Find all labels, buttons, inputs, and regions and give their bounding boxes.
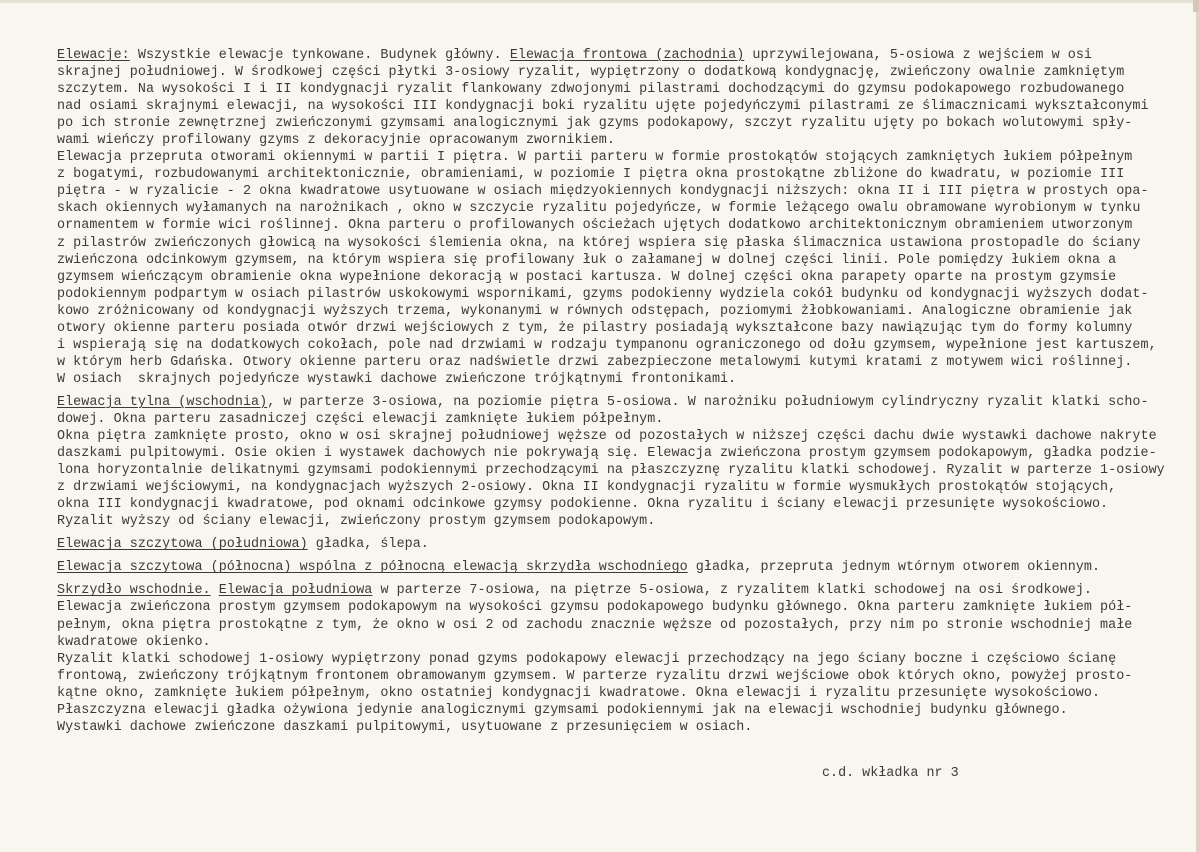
text-run: skrajnej południowej. W środkowej części płytki 3-osiowy ryzalit, wypiętrzony o dodatkową kondygnację, zwieńczony owalnie zamkniętym — [57, 65, 1125, 81]
text-run: Elewacja przepruta otworami okiennymi w partii I piętra. W partii parteru w formie prostokątów stojących zamkniętych łukiem półpełnym — [57, 150, 1133, 166]
text-run: Ryzalit wyższy od ściany elewacji, zwieńczony prostym gzymsem podokapowym. — [57, 514, 656, 530]
text-line — [57, 394, 1177, 411]
text-run: frontową, zwieńczony trójkątnym frontonem obramowanym gzymsem. W parterze ryzalitu drzwi wejściowe obok których okno, powyżej prosto- — [57, 668, 1133, 684]
text-run: po ich stronie zewnętrznej zwieńczonymi gzymsami analogicznymi jak gzyms podokapowy, szczyt ryzalitu ujęty po bokach wolutowymi spły- — [57, 116, 1133, 132]
card-top-edge — [0, 0, 1199, 3]
text-run: gładka, przepruta jednym wtórnym otworem okiennym. — [687, 560, 1101, 576]
text-section — [57, 47, 1177, 388]
text-run: z bogatymi, rozbudowanymi architektonicznie, obramieniami, w poziomie I piętra okna prostokątne zbliżone do kwadratu, w poziomie III — [57, 167, 1125, 183]
text-run: z drzwiami wejściowymi, na kondygnacjach wyższych 2-osiowy. Okna II kondygnacji ryzalitu w formie wysmukłych prostokątów stojących, — [57, 480, 1117, 496]
text-line — [57, 702, 1177, 719]
text-run: okna III kondygnacji kwadratowe, pod oknami odcinkowe gzymsy podokienne. Okna ryzalitu i ściany elewacji przesunięte wysokościowo. — [57, 497, 1109, 513]
text-line — [57, 183, 1177, 200]
typed-text-body — [57, 47, 1177, 736]
text-line — [57, 582, 1177, 599]
text-line — [57, 217, 1177, 234]
text-line — [57, 634, 1177, 651]
underlined-heading: Elewacja szczytowa (północna) wspólna z północną elewacją skrzydła wschodniego — [57, 560, 688, 576]
text-run: Ryzalit klatki schodowej 1-osiowy wypiętrzony ponad gzyms podokapowy elewacji przechodzący na jego ściany boczne i częściowo ścianę — [57, 651, 1117, 667]
text-section — [57, 559, 1177, 576]
text-line — [57, 81, 1177, 98]
text-run: szczytem. Na wysokości I i II kondygnacji ryzalit flankowany zdwojonymi pilastrami dochodzącymi do gzymsu podokapowego rozbudowanego — [57, 82, 1125, 98]
text-line — [57, 651, 1177, 668]
text-line — [57, 98, 1177, 115]
text-line — [57, 320, 1177, 337]
text-line — [57, 149, 1177, 166]
text-run: kątne okno, zamknięte łukiem półpełnym, okno ostatniej kondygnacji kwadratowe. Okna elewacji i ryzalitu przesunięte wysokościowo. — [57, 685, 1101, 701]
text-line — [57, 64, 1177, 81]
text-line — [57, 536, 1177, 553]
text-line — [57, 47, 1177, 64]
text-run: Elewacja zwieńczona prostym gzymsem podokapowym na wysokości gzymsu podokapowego budynku głównego. Okna parteru zamknięte łukiem pół- — [57, 600, 1133, 616]
text-line — [57, 303, 1177, 320]
text-line — [57, 411, 1177, 428]
text-run: gładka, ślepa. — [307, 537, 429, 553]
text-run: w którym herb Gdańska. Otwory okienne parteru oraz nadświetle drzwi zabezpieczone metalowymi kutymi kratami z motywem wici roślinnej. — [57, 354, 1133, 370]
text-run: i wspierają się na dodatkowych cokołach, pole nad drzwiami w rodzaju tympanonu ograniczonego od dołu gzymsem, wypełnione jest kartuszem, — [57, 337, 1157, 353]
text-line — [57, 617, 1177, 634]
text-section — [57, 582, 1177, 735]
text-line — [57, 269, 1177, 286]
text-line — [57, 166, 1177, 183]
text-run: Okna piętra zamknięte prosto, okno w osi skrajnej południowej węższe od pozostałych w niższej części dachu dwie wystawki dachowe nakryte — [57, 429, 1157, 445]
text-line — [57, 115, 1177, 132]
text-line — [57, 354, 1177, 371]
underlined-heading: Elewacja tylna (wschodnia) — [57, 394, 268, 410]
text-run: Wystawki dachowe zwieńczone daszkami pulpitowymi, usytuowane z przesunięciem w osiach. — [57, 719, 753, 735]
underlined-heading: Elewacja frontowa (zachodnia) — [509, 48, 745, 63]
text-run: Wszystkie elewacje tynkowane. Budynek główny. — [129, 48, 510, 63]
text-line — [57, 719, 1177, 736]
text-section — [57, 536, 1177, 553]
text-run: Płaszczyzna elewacji gładka ożywiona jedynie analogicznymi gzymsami podokiennymi jak na elewacji wschodniej budynku głównego. — [57, 702, 1068, 718]
text-run: skach okiennych wyłamanych na narożnikach , okno w szczycie ryzalitu pojedyńcze, w formie leżącego owalu obramowane wyrobionym w tynku — [57, 201, 1141, 217]
text-run: daszkami pulpitowymi. Osie okien i wystawek dachowych nie pokrywają się. Elewacja zwieńczona prostym gzymsem podokapowym, gładka podzie- — [57, 446, 1157, 462]
text-line — [57, 599, 1177, 616]
underlined-heading: Elewacja południowa — [218, 583, 373, 599]
text-line — [57, 462, 1177, 479]
text-line — [57, 559, 1177, 576]
text-run: dowej. Okna parteru zasadniczej części elewacji zamknięte łukiem półpełnym. — [57, 411, 664, 427]
text-run: kwadratowe okienko. — [57, 634, 211, 650]
text-run: z pilastrów zwieńczonych głowicą na wysokości ślemienia okna, na której wspiera się płaska ślimacznica ustawiona prostopadle do ściany — [57, 235, 1141, 251]
text-run: piętra - w ryzalicie - 2 okna kwadratowe usytuowane w osiach międzyokiennych kondygnacji niższych: okna II i III piętra w prostych opa- — [57, 184, 1149, 200]
text-section — [57, 394, 1177, 530]
text-run: W osiach skrajnych pojedyńcze wystawki dachowe zwieńczone trójkątnymi frontonikami. — [57, 371, 737, 387]
underlined-heading: Elewacje: — [57, 48, 130, 63]
underlined-heading: Skrzydło wschodnie. — [57, 583, 211, 599]
underlined-heading: Elewacja szczytowa (południowa) — [57, 537, 308, 553]
text-run: uprzywilejowana, 5-osiowa z wejściem w osi — [744, 48, 1092, 63]
text-line — [57, 371, 1177, 388]
text-line — [57, 252, 1177, 269]
text-line — [57, 445, 1177, 462]
text-run: lona horyzontalnie delikatnymi gzymsami podokiennymi przechodzącymi na płaszczyznę ryzalitu klatki schodowej. Ryzalit w parterze 1-osiowy — [57, 463, 1165, 479]
text-run: ornamentem w formie wici roślinnej. Okna parteru o profilowanych ościeżach ujętych dodatkowo architektonicznym obramieniem utworzonym — [57, 218, 1133, 234]
text-line — [57, 235, 1177, 252]
text-line — [57, 685, 1177, 702]
text-run: wami wieńczy profilowany gzyms z dekoracyjnie opracowanym zwornikiem. — [57, 133, 615, 149]
text-line — [57, 337, 1177, 354]
text-run: zwieńczona odcinkowym gzymsem, na którym wspiera się profilowany łuk o załamanej w dolnej części linii. Pole pomiędzy łukiem okna a — [57, 252, 1117, 268]
text-run: otwory okienne parteru posiada otwór drzwi wejściowych z tym, że pilastry posiadają wykształcone bazy nawiązując tym do formy kolumny — [57, 320, 1133, 336]
text-run: w parterze 7-osiowa, na piętrze 5-osiowa, z ryzalitem klatki schodowej na osi środkowej. — [372, 583, 1093, 599]
text-line — [57, 132, 1177, 149]
text-line — [57, 513, 1177, 530]
text-run: podokiennym podpartym w osiach pilastrów uskokowymi wspornikami, gzyms podokienny wydziela cokół budynku od kondygnacji wyższych dodat- — [57, 286, 1149, 302]
text-run: , w parterze 3-osiowa, na poziomie piętra 5-osiowa. W narożniku południowym cylindryczny ryzalit klatki scho- — [267, 394, 1149, 410]
text-line — [57, 428, 1177, 445]
text-run: kowo zróżnicowany od kondygnacji wyższych trzema, wykonanymi w równych odstępach, poziomymi żłobkowaniami. Analogiczne obramienie jak — [57, 303, 1133, 319]
text-line — [57, 286, 1177, 303]
text-run — [211, 583, 219, 598]
text-line — [57, 479, 1177, 496]
continuation-note: c.d. wkładka nr 3 — [822, 766, 959, 781]
text-line — [57, 496, 1177, 513]
text-line — [57, 200, 1177, 217]
text-run: pełnym, okna piętra prostokątne z tym, że okno w osi 2 od zachodu znacznie węższe od pozostałych, przy nim po stronie wschodniej małe — [57, 617, 1133, 633]
corner-mark — [1193, 0, 1199, 12]
text-run: gzymsem wieńczącym obramienie okna wypełnione dekoracją w postaci kartusza. W dolnej części okna parapety oparte na prostym gzymsie — [57, 269, 1117, 285]
text-line — [57, 668, 1177, 685]
text-run: nad osiami skrajnymi elewacji, na wysokości III kondygnacji boki ryzalitu ujęte pojedyńczymi pilastrami ze ślimacznicami wykształconymi — [57, 99, 1149, 115]
